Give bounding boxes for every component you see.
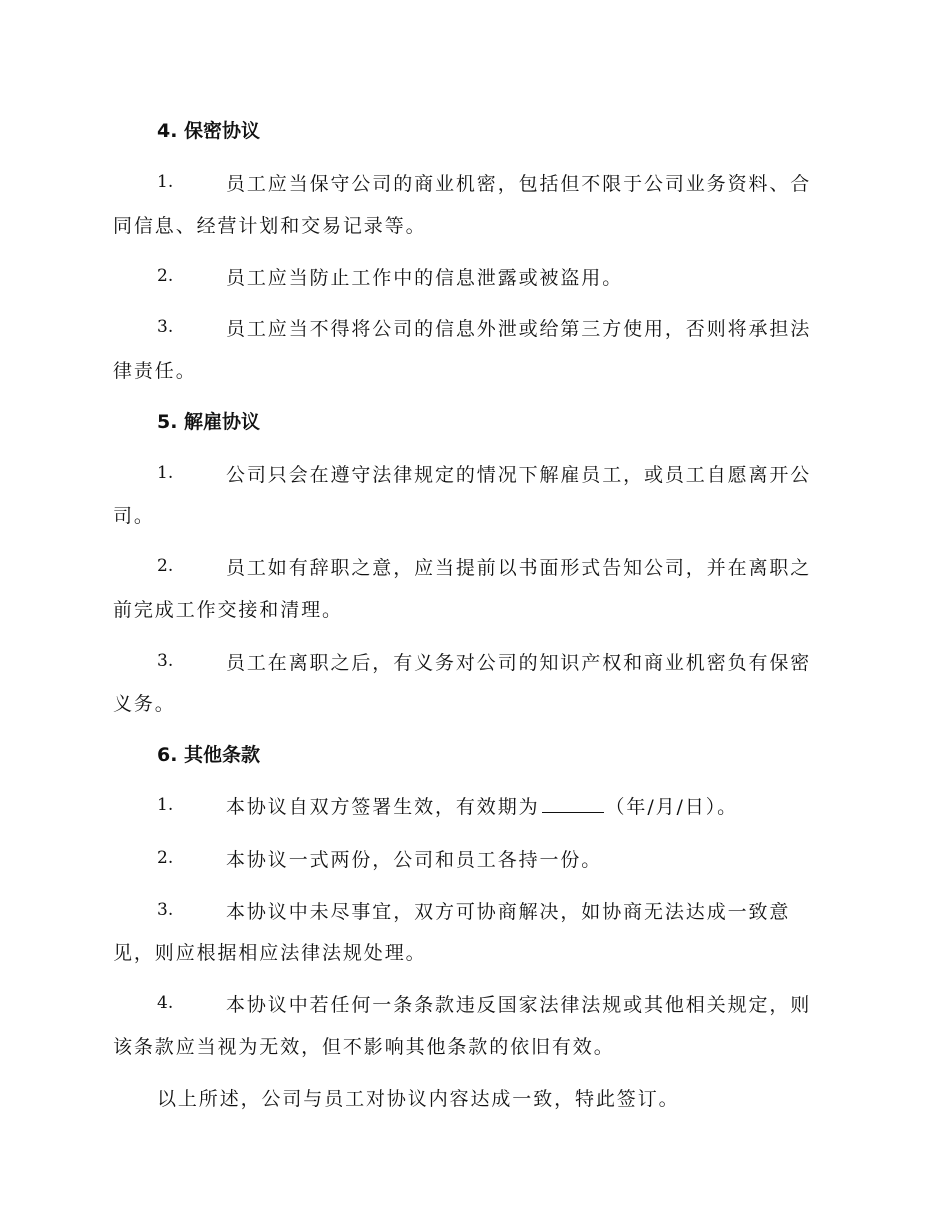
item-number: 3.: [157, 317, 174, 337]
item-text-line: 义务。: [113, 693, 176, 715]
item-text-line: 公司只会在遵守法律规定的情况下解雇员工，或员工自愿离开公: [226, 464, 812, 486]
validity-text: 本协议自双方签署生效，有效期为: [226, 796, 540, 818]
item-number: 2.: [157, 848, 174, 868]
item-text-line: 本协议中若任何一条条款违反国家法律法规或其他相关规定，则: [226, 994, 812, 1016]
item-text-line: 员工如有辞职之意，应当提前以书面形式告知公司，并在离职之: [226, 557, 812, 579]
item-text-line: 该条款应当视为无效，但不影响其他条款的依旧有效。: [113, 1036, 615, 1058]
item-number: 2.: [157, 556, 174, 576]
item-text-line: 司。: [113, 505, 155, 527]
validity-date-format: （年/月/日）。: [605, 796, 739, 818]
item-number: 2.: [157, 266, 174, 286]
item-text-line: 前完成工作交接和清理。: [113, 599, 343, 621]
item-text-line: 同信息、经营计划和交易记录等。: [113, 215, 427, 237]
item-text-line: 员工在离职之后，有义务对公司的知识产权和商业机密负有保密: [226, 652, 812, 674]
item-text-line: 本协议一式两份，公司和员工各持一份。: [226, 849, 603, 871]
item-text-line: 员工应当保守公司的商业机密，包括但不限于公司业务资料、合: [226, 173, 812, 195]
section-heading-dismissal: 5. 解雇协议: [157, 411, 261, 433]
item-text-line: 见，则应根据相应法律法规处理。: [113, 942, 427, 964]
section-heading-other-terms: 6. 其他条款: [157, 744, 261, 766]
item-number: 3.: [157, 651, 174, 671]
item-number: 4.: [157, 993, 174, 1013]
section-heading-confidentiality: 4. 保密协议: [157, 120, 261, 142]
validity-blank-field: [542, 795, 604, 813]
item-text-line: 员工应当不得将公司的信息外泄或给第三方使用，否则将承担法: [226, 318, 812, 340]
item-number: 1.: [157, 795, 174, 815]
item-text-line: 员工应当防止工作中的信息泄露或被盗用。: [226, 267, 624, 289]
item-text-line: [226, 792, 738, 819]
item-number: 1.: [157, 463, 174, 483]
item-number: 3.: [157, 900, 174, 920]
item-number: 1.: [157, 172, 174, 192]
closing-statement: 以上所述，公司与员工对协议内容达成一致，特此签订。: [157, 1088, 680, 1110]
item-text-line: 本协议中未尽事宜，双方可协商解决，如协商无法达成一致意: [226, 901, 791, 923]
item-text-line: 律责任。: [113, 360, 197, 382]
